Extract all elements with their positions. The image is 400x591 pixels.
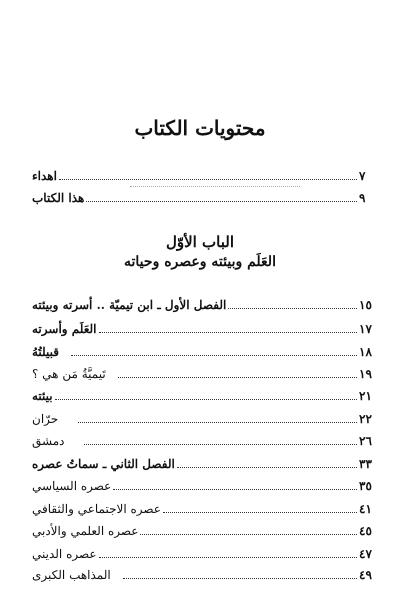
toc-entry-dedication <box>30 168 375 184</box>
toc-entry-label: عصره السياسي <box>32 479 112 493</box>
toc-entry-label: العَلَم وأسرته <box>32 322 97 336</box>
toc-entry-label: دمشق <box>32 434 65 448</box>
toc-page-number: ٤١ <box>359 502 372 516</box>
toc-entry <box>30 433 375 449</box>
part-heading: الباب الأوّل <box>165 233 235 251</box>
toc-page-number: ٢٦ <box>359 434 372 448</box>
toc-entry-label: اهداء <box>32 169 57 183</box>
part-subtitle: العَلَم وبيئته وعصره وحياته <box>124 254 276 270</box>
toc-entry <box>30 456 375 472</box>
toc-page-number: ٧ <box>359 169 366 183</box>
toc-entry <box>30 501 375 517</box>
toc-entry <box>30 388 375 404</box>
toc-entry-this-book <box>30 190 375 206</box>
toc-entry-label: حرّان <box>32 412 59 426</box>
dot-leader <box>55 399 357 400</box>
toc-page-number: ١٩ <box>359 367 372 381</box>
toc-page-number: ٢١ <box>359 389 372 403</box>
toc-page-number: ١٧ <box>359 322 372 336</box>
toc-page-number: ١٥ <box>359 298 372 312</box>
dot-leader <box>113 489 357 490</box>
dot-leader <box>228 308 357 309</box>
toc-entry-label: الفصل الثاني ـ سماتُ عصره <box>32 457 175 471</box>
toc-page-number: ٤٧ <box>359 547 372 561</box>
toc-entry-label: عصره العلمي والأدبي <box>32 524 139 538</box>
dot-leader <box>78 422 357 423</box>
toc-entry-label: قبيلتُهُ <box>32 345 60 359</box>
dot-leader <box>86 201 357 202</box>
dot-leader <box>59 179 357 180</box>
dot-leader <box>140 534 357 535</box>
toc-entry-label: تَيميَّةُ مَن هي ؟ <box>32 367 106 381</box>
toc-entry-label: هذا الكتاب <box>32 191 85 205</box>
dot-leader <box>99 557 357 558</box>
toc-entry <box>30 411 375 427</box>
dot-leader <box>177 467 357 468</box>
toc-page-number: ٣٥ <box>359 479 372 493</box>
toc-page-number: ٣٣ <box>359 457 372 471</box>
toc-entry <box>30 478 375 494</box>
toc-entry <box>30 567 375 583</box>
toc-entry-label: عصره الاجتماعي والثقافي <box>32 502 161 516</box>
dot-leader <box>71 355 357 356</box>
toc-entry <box>30 366 375 382</box>
separator-line <box>130 186 300 187</box>
toc-entry <box>30 523 375 539</box>
dot-leader <box>99 332 358 333</box>
toc-page-number: ٤٥ <box>359 524 372 538</box>
toc-entry-label: الفصل الأول ـ ابن تيميّة .. أسرته وبيئته <box>32 298 227 312</box>
toc-entry-label: بيئته <box>32 389 53 403</box>
toc-page-number: ١٨ <box>359 345 372 359</box>
dot-leader <box>163 512 357 513</box>
dot-leader <box>123 578 357 579</box>
toc-entry <box>30 546 375 562</box>
dot-leader <box>118 377 357 378</box>
toc-entry-label: المذاهب الكبرى <box>32 568 111 582</box>
toc-page-number: ٩ <box>359 191 366 205</box>
page-title: محتويات الكتاب <box>134 116 266 140</box>
toc-entry <box>30 321 375 337</box>
toc-entry <box>30 297 375 313</box>
toc-entry-label: عصره الديني <box>32 547 97 561</box>
toc-page-number: ٤٩ <box>359 568 372 582</box>
toc-page-number: ٢٢ <box>359 412 372 426</box>
toc-entry <box>30 344 375 360</box>
dot-leader <box>84 444 357 445</box>
